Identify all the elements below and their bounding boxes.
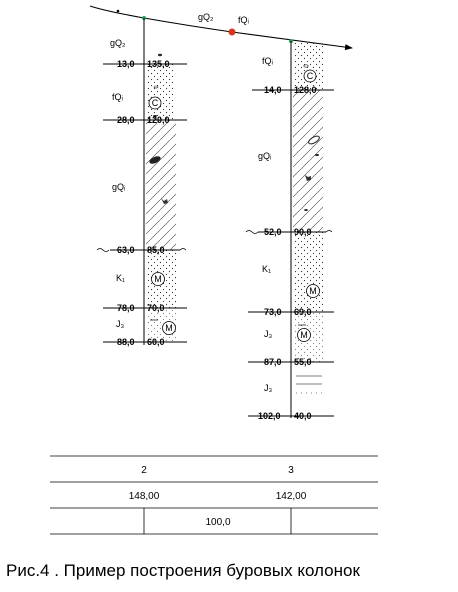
symbol-letter: M <box>300 330 308 340</box>
surface-label-left: gQ₂ <box>198 12 214 22</box>
column-1-layer-label: gQᵢ <box>112 182 126 192</box>
elevation-label: 135,0 <box>147 59 170 69</box>
table-cell-distance: 100,0 <box>205 517 231 528</box>
section-point-marker <box>229 29 236 36</box>
symbol-letter: M <box>165 323 173 333</box>
depth-label: 52,0 <box>264 227 282 237</box>
table-cell-elevation: 148,00 <box>128 491 160 502</box>
depth-label: 87,0 <box>264 357 282 367</box>
table-cell-borehole-number: 3 <box>288 465 294 476</box>
symbol-letter: C <box>306 71 314 81</box>
surface-point-small <box>117 10 120 13</box>
symbol-letter: C <box>151 98 159 108</box>
column-2-layer-label: K₁ <box>262 264 272 274</box>
figure-caption: Рис.4 . Пример построения буровых колонок <box>6 561 360 580</box>
column-1-top-label: gQ₂ <box>110 38 126 48</box>
elevation-label: 120,0 <box>147 115 170 125</box>
elevation-label: 85,0 <box>147 245 165 255</box>
column-2-layer-label: J₃ <box>264 329 273 339</box>
column-1-layer-label: fQᵢ <box>112 92 123 102</box>
layer-fill-hatched <box>146 120 176 250</box>
pebble-symbol <box>304 209 308 211</box>
elevation-label: 55,0 <box>294 357 312 367</box>
depth-label: 28,0 <box>117 115 135 125</box>
elevation-label: 69,0 <box>294 307 312 317</box>
column-2-layer-label: fQᵢ <box>262 56 273 66</box>
depth-label: 63,0 <box>117 245 135 255</box>
data-table <box>50 456 378 534</box>
layer-fill-dotted <box>293 232 323 312</box>
elevation-label: 70,0 <box>147 303 165 313</box>
symbol-letter: M <box>309 286 317 296</box>
depth-label: 78,0 <box>117 303 135 313</box>
surface-label-right: fQᵢ <box>238 15 249 25</box>
pebble-symbol <box>315 154 319 156</box>
depth-label: 13,0 <box>117 59 135 69</box>
elevation-label: 60,0 <box>147 337 165 347</box>
layer-fill-dotted <box>146 64 174 120</box>
ground-surface-line <box>90 6 352 48</box>
table-cell-elevation: 142,00 <box>275 491 307 502</box>
elevation-label: 128,0 <box>294 85 317 95</box>
symbol-letter: M <box>154 274 162 284</box>
depth-label: 73,0 <box>264 307 282 317</box>
elevation-label: 90,0 <box>294 227 312 237</box>
depth-label: 102,0 <box>258 411 281 421</box>
borehole-column-1 <box>97 18 187 347</box>
table-cell-borehole-number: 2 <box>141 465 147 476</box>
column-1-layer-label: J₃ <box>116 319 125 329</box>
column-2-layer-label: J₃ <box>264 383 273 393</box>
column-2-layer-label: gQᵢ <box>258 151 272 161</box>
depth-label: 14,0 <box>264 85 282 95</box>
elevation-label: 40,0 <box>294 411 312 421</box>
column-1-layer-label: K₁ <box>116 273 126 283</box>
borehole-column-2 <box>246 41 334 421</box>
depth-label: 88,0 <box>117 337 135 347</box>
pebble-symbol <box>158 54 162 56</box>
layer-fill-hatched <box>293 90 323 232</box>
